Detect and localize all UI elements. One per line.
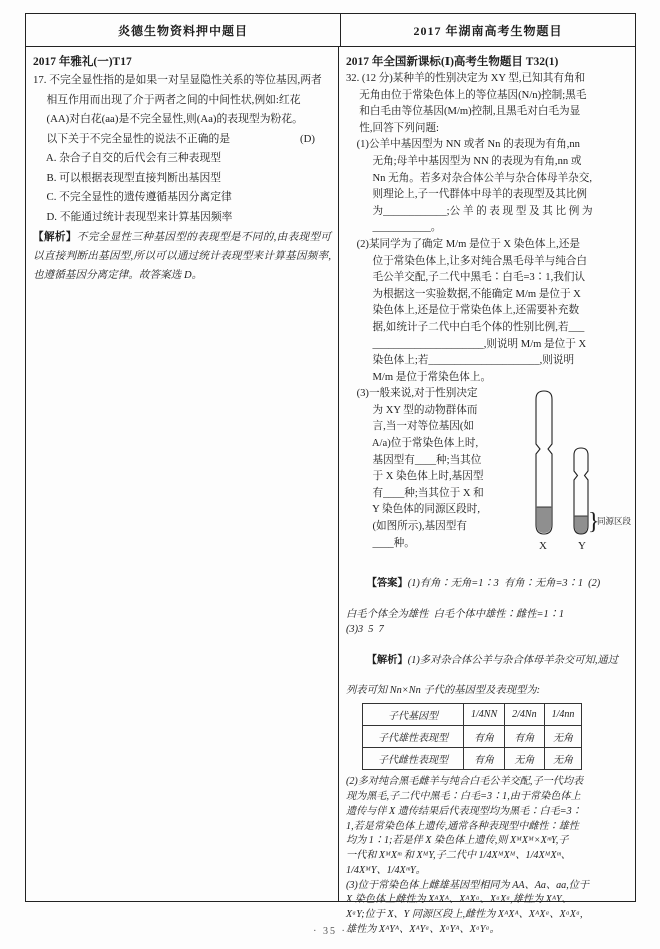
analysis-line: 遗传与伴 X 遗传结果后代表现型均为黑毛∶白毛=3∶: [346, 805, 582, 817]
table-row: [363, 748, 582, 770]
stem-line: 染色体上;若_____________________,则说明: [346, 355, 575, 367]
analysis-line: 1/4XᴹY、1/4XᵐY。: [346, 864, 426, 876]
table-cell: 1/4NN: [464, 704, 505, 726]
x-chromosome-label: X: [539, 540, 547, 553]
analysis-line: 现为黑毛,子二代中黑毛∶白毛=3∶1,由于常染色体上: [346, 790, 581, 802]
question-line: (AA)对白花(aa)是不完全显性,则(Aa)的表现型为粉花。: [33, 113, 303, 125]
table-body-row: [26, 47, 635, 936]
right-source-title: 2017 年全国新课标(Ⅰ)高考生物题目 T32(1): [346, 56, 559, 68]
stem-line: (1)公羊中基因型为 NN 或者 Nn 的表现为有角,nn: [346, 139, 580, 151]
analysis-intro-text: (1)多对杂合体公羊与杂合体母羊杂交可知,通过: [407, 654, 619, 666]
option-line: B. 可以根据表现型直接判断出基因型: [33, 171, 222, 184]
answer-block-rest: [346, 607, 629, 637]
part3-line: ____种。: [346, 537, 415, 549]
table-cell: 有角: [464, 726, 505, 748]
analysis-line: 均为 1∶1;若是伴 X 染色体上遗传,则 XᴹXᴹ×XᵐY,子: [346, 835, 569, 847]
answer-letter: (D): [300, 132, 315, 145]
stem-line: 毛公羊交配,子二代中黑毛∶白毛=3∶1,我们认: [346, 272, 586, 284]
chromosome-diagram: [526, 386, 632, 556]
table-cell: 子代基因型: [363, 704, 464, 726]
table-cell: 子代雌性表现型: [363, 748, 464, 770]
table-cell: 有角: [464, 748, 505, 770]
answer-line: 白毛个体全为雄性 白毛个体中雄性∶雌性=1∶1: [346, 608, 565, 620]
stem-line: 则理论上,子一代群体中母羊的表现型及其比例: [346, 189, 588, 201]
option-line: C. 不完全显性的遗传遵循基因分离定律: [33, 191, 232, 203]
x-homologous-region: [537, 507, 551, 533]
stem-line: 和白毛由等位基因(M/m)控制,且黑毛对白毛为显: [346, 106, 581, 118]
question-32-stem: [346, 71, 629, 386]
table-row: [363, 726, 582, 748]
y-homologous-region: [575, 516, 588, 534]
analysis-block-line1: [346, 637, 629, 683]
left-source-title: 2017 年雅礼(一)T17: [33, 56, 132, 68]
answer-block-line1: [346, 561, 629, 607]
part3-line: (如图所示),基因型有: [346, 521, 467, 533]
exam-sheet: [25, 13, 636, 936]
right-column: [339, 47, 635, 936]
answer-line: (3)3 5 7: [346, 624, 384, 636]
stem-line: (2)某同学为了确定 M/m 是位于 X 染色体上,还是: [346, 238, 580, 250]
table-cell: 子代雄性表现型: [363, 726, 464, 748]
analysis-label: 【解析】: [33, 232, 77, 243]
stem-line: _____________________,则说明 M/m 是位于 X: [346, 338, 587, 350]
brace-icon: }: [588, 509, 600, 536]
question-line: 以下关于不完全显性的说法不正确的是: [33, 132, 231, 145]
analysis-line: 一代和 XᴹXᵐ 和 XᴹY,子二代中 1/4XᴹXᴹ、1/4XᴹXᵐ、: [346, 850, 571, 862]
stem-line: 为根据这一实验数据,不能确定 M/m 是位于 X: [346, 288, 581, 300]
option-line: A. 杂合子自交的后代会有三种表现型: [33, 152, 222, 164]
answer-text: (1)有角∶无角=1∶3 有角∶无角=3∶1 (2): [407, 578, 601, 590]
question-line: 17. 不完全显性指的是如果一对呈显隐性关系的等位基因,两者: [33, 74, 322, 86]
question-32-part3: [346, 386, 632, 561]
question-17-options: [33, 149, 331, 227]
table-cell: 2/4Nn: [505, 704, 544, 726]
table-header-row: [26, 14, 635, 47]
analysis-line: X 染色体上雌性为 XᴬXᴬ、XᴬXᵃ、XᵃXᵃ,雄性为 XᴬY、: [346, 894, 572, 906]
analysis-part2: [346, 775, 629, 879]
y-chromosome-label: Y: [578, 540, 586, 553]
left-analysis: [33, 228, 331, 286]
analysis-line: 雄性为 XᴬYᴬ、XᴬYᵃ、XᵃYᴬ、XᵃYᵃ。: [346, 924, 500, 936]
stem-line: ___________。: [346, 222, 442, 234]
stem-line: 位于常染色体上,让多对纯合黑毛母羊与纯合白: [346, 255, 588, 267]
x-chromosome: [536, 391, 552, 534]
table-cell: 无角: [544, 726, 582, 748]
question-17-last-line: [33, 130, 331, 150]
y-chromosome: [574, 448, 588, 534]
header-right-title: 2017 年湖南高考生物题目: [413, 23, 563, 38]
analysis-line: (2)多对纯合黑毛雌羊与纯合白毛公羊交配,子一代均表: [346, 776, 584, 788]
answer-label: 【答案】: [366, 578, 408, 590]
analysis-line: (3)位于常染色体上雌雄基因型相同为 AA、Aa、aa,位于: [346, 879, 589, 891]
table-cell: 无角: [505, 748, 544, 770]
chromosome-figure: [526, 386, 632, 561]
table-cell: 有角: [505, 726, 544, 748]
stem-line: 为____________;公 羊 的 表 现 型 及 其 比 例 为: [346, 205, 593, 217]
analysis-label: 【解析】: [366, 654, 408, 666]
homologous-region-label: 同源区段: [597, 516, 632, 527]
question-17-text: [33, 71, 331, 130]
stem-line: M/m 是位于常染色体上。: [346, 371, 492, 383]
stem-line: 染色体上,还是位于常染色体上,还需要补充数: [346, 305, 580, 317]
left-column: [26, 47, 339, 901]
header-left-title: 炎德生物资料押中题目: [26, 14, 341, 46]
analysis-intro-line2: 列表可知 Nn×Nn 子代的基因型及表现型为:: [346, 684, 541, 696]
analysis-line: 1,若是常染色体上遗传,通常各种表现型中雌性∶雄性: [346, 820, 579, 832]
part3-line: 于 X 染色体上时,基因型: [346, 471, 484, 483]
table-row: [363, 704, 582, 726]
part3-line: 为 XY 型的动物群体而: [346, 404, 478, 416]
stem-line: Nn 无角。若多对杂合体公羊与杂合体母羊杂交,: [346, 172, 593, 184]
part3-text: [346, 386, 526, 561]
stem-line: 无角;母羊中基因型为 NN 的表现为有角,nn 或: [346, 155, 582, 167]
table-cell: 1/4nn: [544, 704, 582, 726]
question-line: 相互作用而出现了介于两者之间的中间性状,例如:红花: [33, 93, 301, 106]
stem-line: 无角由位于常染色体上的等位基因(N/n)控制;黑毛: [346, 89, 587, 101]
table-cell: 无角: [544, 748, 582, 770]
option-line: D. 不能通过统计表现型来计算基因频率: [33, 210, 233, 223]
part3-line: Y 染色体的同源区段时,: [346, 504, 480, 516]
part3-line: 有____种;当其位于 X 和: [346, 487, 484, 499]
stem-line: 32. (12 分)某种羊的性别决定为 XY 型,已知其有角和: [346, 73, 586, 84]
analysis-text: 不完全显性三种基因型的表现型是不同的,由表现型可以直接判断出基因型,所以可以通过统计表现型来计算基因频率,也遵循基因分离定律。故答案选 D。: [33, 232, 332, 282]
stem-line: 据,如统计子二代中白毛个体的性别比例,若___: [346, 321, 585, 333]
part3-line: A/a)位于常染色体上时,: [346, 438, 479, 450]
part3-line: (3)一般来说,对于性别决定: [346, 388, 478, 400]
part3-line: 言,当一对等位基因(如: [346, 421, 475, 433]
genotype-phenotype-table: [362, 703, 582, 770]
part3-line: 基因型有____种;当其位: [346, 454, 482, 466]
page-number: · 35 ·: [313, 926, 347, 937]
analysis-line: XᵃY;位于 X、Y 同源区段上,雌性为 XᴬXᴬ、XᴬXᵃ、XᵃXᵃ,: [346, 909, 583, 921]
stem-line: 性,回答下列问题:: [346, 122, 439, 134]
